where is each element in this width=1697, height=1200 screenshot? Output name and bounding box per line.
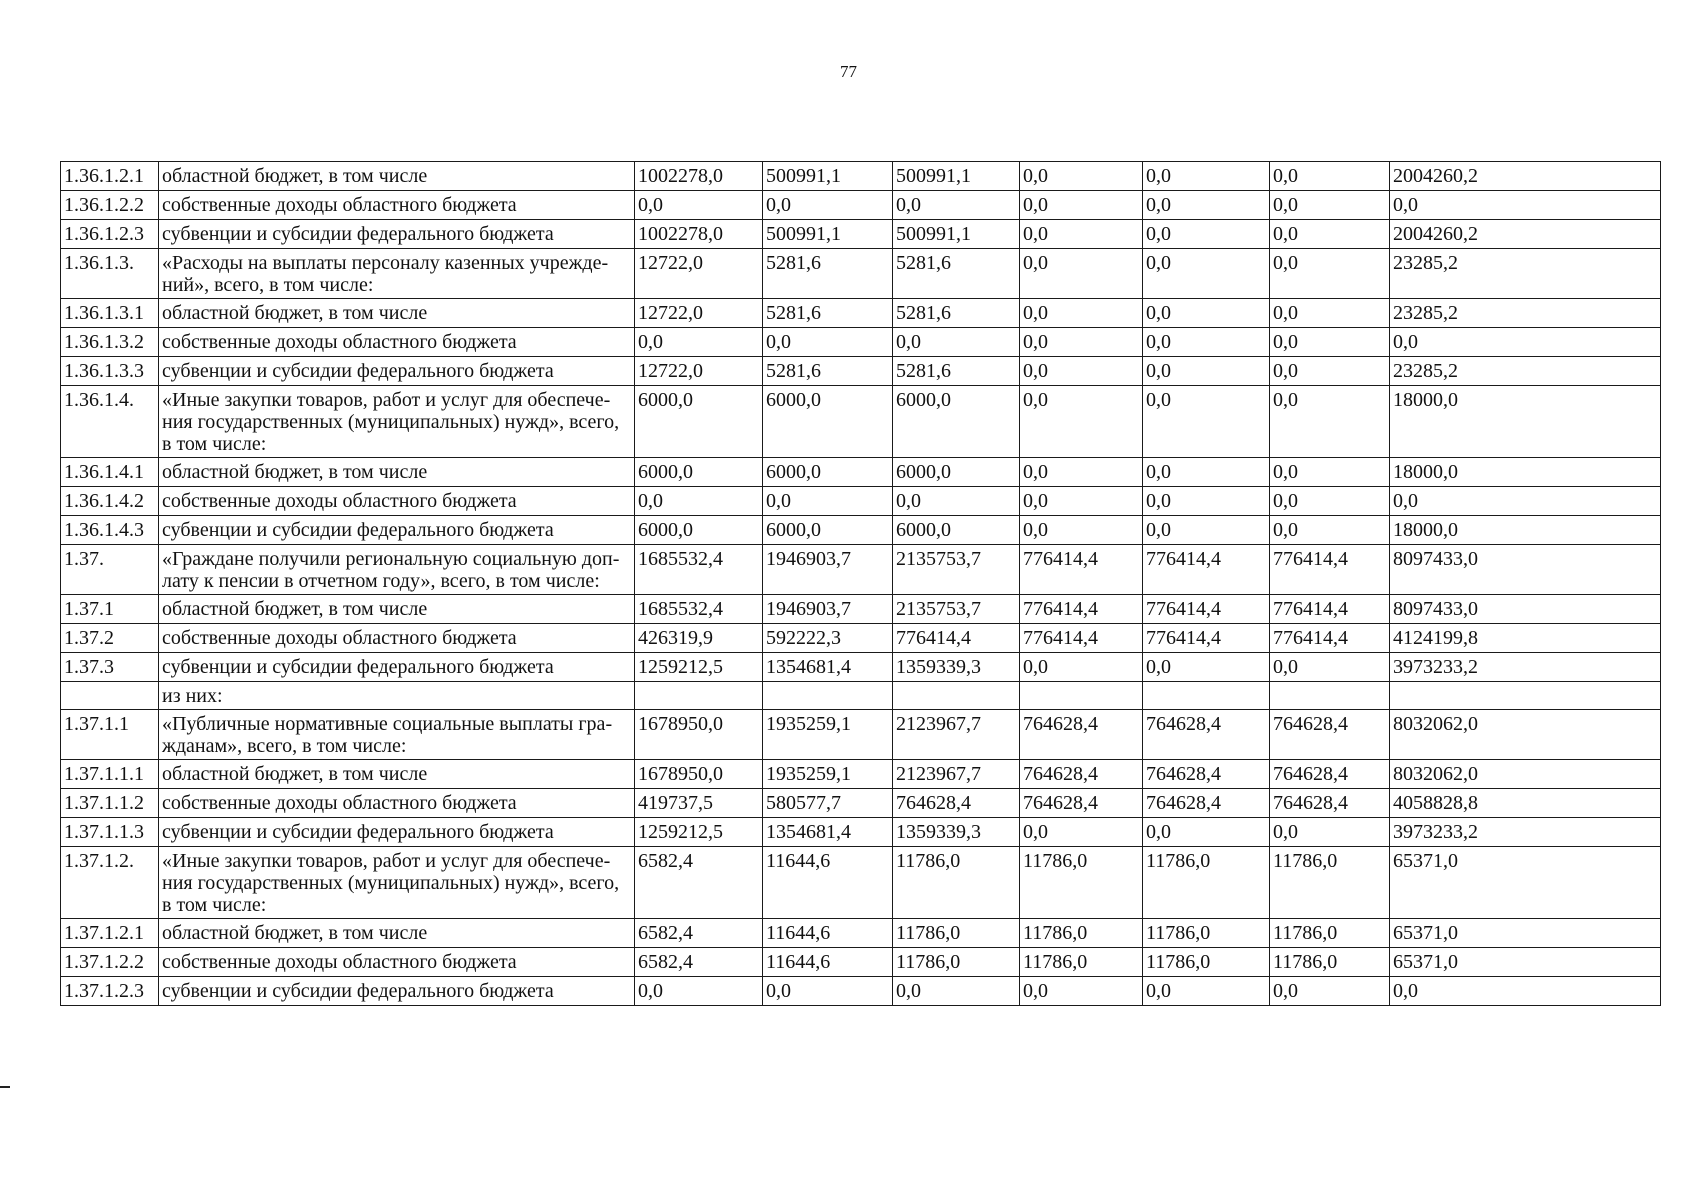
row-value: 764628,4: [893, 789, 1020, 818]
scan-margin-mark: [0, 1086, 10, 1088]
row-name: областной бюджет, в том числе: [159, 162, 635, 191]
row-code: 1.36.1.4.: [61, 386, 159, 458]
row-value: 1002278,0: [635, 162, 763, 191]
row-value: 23285,2: [1390, 299, 1661, 328]
row-code: 1.36.1.3.2: [61, 328, 159, 357]
row-value: 0,0: [1020, 191, 1143, 220]
row-value: 2004260,2: [1390, 162, 1661, 191]
row-value: 11644,6: [763, 948, 893, 977]
row-value: 0,0: [893, 328, 1020, 357]
row-value: 0,0: [1020, 487, 1143, 516]
row-value: 1678950,0: [635, 710, 763, 760]
row-code: 1.36.1.4.1: [61, 458, 159, 487]
row-value: 8097433,0: [1390, 545, 1661, 595]
row-value: 419737,5: [635, 789, 763, 818]
row-value: 6000,0: [763, 516, 893, 545]
row-value: 0,0: [1020, 386, 1143, 458]
row-value: 0,0: [635, 977, 763, 1006]
row-value: 3973233,2: [1390, 818, 1661, 847]
row-value: 1359339,3: [893, 653, 1020, 682]
row-value: [1270, 682, 1390, 710]
table-row: [61, 220, 1661, 249]
row-code: 1.36.1.3.1: [61, 299, 159, 328]
row-name: областной бюджет, в том числе: [159, 458, 635, 487]
row-value: 6582,4: [635, 919, 763, 948]
page-number: 77: [840, 62, 857, 81]
row-value: 0,0: [1020, 249, 1143, 299]
row-value: 500991,1: [893, 220, 1020, 249]
row-name: областной бюджет, в том числе: [159, 919, 635, 948]
row-value: 592222,3: [763, 624, 893, 653]
row-value: 500991,1: [893, 162, 1020, 191]
row-value: 2135753,7: [893, 545, 1020, 595]
row-name: субвенции и субсидии федерального бюджета: [159, 653, 635, 682]
row-value: 1259212,5: [635, 653, 763, 682]
row-value: 0,0: [763, 328, 893, 357]
row-value: 8032062,0: [1390, 760, 1661, 789]
row-code: 1.37.1.1: [61, 710, 159, 760]
row-value: 0,0: [763, 487, 893, 516]
row-code: 1.37.1.1.1: [61, 760, 159, 789]
row-value: 0,0: [1270, 818, 1390, 847]
row-value: 11786,0: [1020, 847, 1143, 919]
row-value: 18000,0: [1390, 516, 1661, 545]
row-name: «Граждане получили региональную социальную доп-лату к пенсии в отчетном году», всего, в том числе:: [159, 545, 635, 595]
row-value: 0,0: [1020, 977, 1143, 1006]
row-value: 23285,2: [1390, 357, 1661, 386]
budget-table: [60, 161, 1661, 1006]
row-code: 1.36.1.3.: [61, 249, 159, 299]
row-value: 8032062,0: [1390, 710, 1661, 760]
row-code: 1.37.1: [61, 595, 159, 624]
table-row: [61, 682, 1661, 710]
row-value: 0,0: [1390, 487, 1661, 516]
row-value: 0,0: [1270, 328, 1390, 357]
row-value: 0,0: [1390, 977, 1661, 1006]
row-value: 5281,6: [893, 249, 1020, 299]
row-name: областной бюджет, в том числе: [159, 595, 635, 624]
row-name: собственные доходы областного бюджета: [159, 328, 635, 357]
row-value: 776414,4: [1143, 624, 1270, 653]
row-code: 1.37.: [61, 545, 159, 595]
row-value: 0,0: [1270, 357, 1390, 386]
row-value: 764628,4: [1143, 710, 1270, 760]
row-value: 580577,7: [763, 789, 893, 818]
row-value: 0,0: [1020, 328, 1143, 357]
row-value: 5281,6: [763, 249, 893, 299]
row-value: 776414,4: [1270, 595, 1390, 624]
row-value: 6000,0: [893, 386, 1020, 458]
row-value: 776414,4: [1270, 624, 1390, 653]
row-value: 11786,0: [893, 847, 1020, 919]
row-name: субвенции и субсидии федерального бюджета: [159, 818, 635, 847]
row-value: 0,0: [1143, 653, 1270, 682]
row-value: 0,0: [1390, 191, 1661, 220]
row-value: 0,0: [1020, 653, 1143, 682]
row-value: 11644,6: [763, 919, 893, 948]
row-value: 1359339,3: [893, 818, 1020, 847]
row-value: 11786,0: [1143, 919, 1270, 948]
row-value: 0,0: [1143, 249, 1270, 299]
table-row: [61, 458, 1661, 487]
row-value: 6000,0: [893, 516, 1020, 545]
row-value: 0,0: [893, 487, 1020, 516]
row-name: субвенции и субсидии федерального бюджета: [159, 220, 635, 249]
row-value: 1259212,5: [635, 818, 763, 847]
row-value: 65371,0: [1390, 919, 1661, 948]
row-value: 0,0: [1143, 458, 1270, 487]
row-value: 0,0: [1020, 220, 1143, 249]
row-value: 1946903,7: [763, 595, 893, 624]
row-value: 0,0: [893, 977, 1020, 1006]
row-name: «Иные закупки товаров, работ и услуг для обеспече-ния государственных (муниципальных) нужд», всего, в том числе:: [159, 386, 635, 458]
row-value: 6000,0: [893, 458, 1020, 487]
row-value: 11786,0: [893, 919, 1020, 948]
row-value: 1685532,4: [635, 595, 763, 624]
row-value: 0,0: [1270, 386, 1390, 458]
row-value: 6000,0: [763, 458, 893, 487]
row-name: из них:: [159, 682, 635, 710]
table-row: [61, 386, 1661, 458]
row-value: 0,0: [1143, 299, 1270, 328]
row-value: 0,0: [893, 191, 1020, 220]
row-value: 500991,1: [763, 162, 893, 191]
table-row: [61, 653, 1661, 682]
row-value: 11786,0: [1020, 948, 1143, 977]
row-value: 11786,0: [1143, 948, 1270, 977]
row-value: [1143, 682, 1270, 710]
row-value: [763, 682, 893, 710]
row-value: 1935259,1: [763, 710, 893, 760]
row-value: 6582,4: [635, 847, 763, 919]
row-value: 2123967,7: [893, 710, 1020, 760]
row-value: 0,0: [635, 191, 763, 220]
row-value: 764628,4: [1270, 710, 1390, 760]
row-value: 764628,4: [1143, 760, 1270, 789]
row-code: 1.37.3: [61, 653, 159, 682]
row-value: 23285,2: [1390, 249, 1661, 299]
row-value: 764628,4: [1270, 760, 1390, 789]
row-value: 0,0: [1143, 818, 1270, 847]
row-name: субвенции и субсидии федерального бюджета: [159, 977, 635, 1006]
row-value: 0,0: [635, 328, 763, 357]
row-value: 0,0: [1020, 818, 1143, 847]
row-value: 6000,0: [763, 386, 893, 458]
budget-table-body: [61, 162, 1661, 1006]
row-name: собственные доходы областного бюджета: [159, 487, 635, 516]
row-value: 18000,0: [1390, 386, 1661, 458]
row-value: 0,0: [1270, 299, 1390, 328]
row-code: 1.37.1.2.1: [61, 919, 159, 948]
row-name: собственные доходы областного бюджета: [159, 624, 635, 653]
row-value: 2135753,7: [893, 595, 1020, 624]
row-name: областной бюджет, в том числе: [159, 760, 635, 789]
row-value: 764628,4: [1143, 789, 1270, 818]
row-value: 776414,4: [1143, 545, 1270, 595]
row-value: 764628,4: [1270, 789, 1390, 818]
row-value: 6000,0: [635, 386, 763, 458]
row-value: 11786,0: [1270, 948, 1390, 977]
row-value: 764628,4: [1020, 710, 1143, 760]
row-value: 776414,4: [1143, 595, 1270, 624]
row-name: собственные доходы областного бюджета: [159, 948, 635, 977]
table-row: [61, 977, 1661, 1006]
row-value: 18000,0: [1390, 458, 1661, 487]
row-value: 2123967,7: [893, 760, 1020, 789]
row-value: 0,0: [1270, 191, 1390, 220]
row-value: 0,0: [1270, 220, 1390, 249]
row-value: 0,0: [1020, 357, 1143, 386]
row-value: 0,0: [1270, 516, 1390, 545]
row-value: 0,0: [1020, 162, 1143, 191]
row-value: 0,0: [763, 977, 893, 1006]
row-value: 0,0: [1143, 386, 1270, 458]
row-value: 0,0: [1270, 487, 1390, 516]
row-value: 11786,0: [1270, 919, 1390, 948]
row-value: 6582,4: [635, 948, 763, 977]
table-row: [61, 847, 1661, 919]
row-code: 1.37.1.2.3: [61, 977, 159, 1006]
row-value: 6000,0: [635, 458, 763, 487]
row-value: 2004260,2: [1390, 220, 1661, 249]
row-value: 1354681,4: [763, 653, 893, 682]
row-value: 4058828,8: [1390, 789, 1661, 818]
row-value: 4124199,8: [1390, 624, 1661, 653]
row-code: 1.37.1.2.2: [61, 948, 159, 977]
row-value: 1678950,0: [635, 760, 763, 789]
table-row: [61, 948, 1661, 977]
row-value: 776414,4: [1020, 624, 1143, 653]
table-row: [61, 624, 1661, 653]
table-row: [61, 249, 1661, 299]
row-value: [1020, 682, 1143, 710]
row-value: 0,0: [1143, 328, 1270, 357]
row-value: [893, 682, 1020, 710]
table-row: [61, 919, 1661, 948]
row-value: 11786,0: [1020, 919, 1143, 948]
row-name: собственные доходы областного бюджета: [159, 191, 635, 220]
table-row: [61, 760, 1661, 789]
table-row: [61, 487, 1661, 516]
row-value: 11786,0: [1270, 847, 1390, 919]
row-value: 0,0: [763, 191, 893, 220]
row-value: 11786,0: [893, 948, 1020, 977]
row-value: 776414,4: [893, 624, 1020, 653]
row-value: 11786,0: [1143, 847, 1270, 919]
row-value: 776414,4: [1020, 545, 1143, 595]
row-value: 0,0: [1020, 516, 1143, 545]
table-row: [61, 328, 1661, 357]
table-row: [61, 710, 1661, 760]
row-value: 5281,6: [763, 357, 893, 386]
row-name: субвенции и субсидии федерального бюджета: [159, 516, 635, 545]
row-value: 0,0: [1143, 977, 1270, 1006]
row-value: 0,0: [1143, 220, 1270, 249]
row-value: 5281,6: [893, 357, 1020, 386]
row-code: 1.36.1.2.2: [61, 191, 159, 220]
row-value: 12722,0: [635, 249, 763, 299]
row-value: 3973233,2: [1390, 653, 1661, 682]
row-value: 65371,0: [1390, 847, 1661, 919]
row-value: 0,0: [1143, 357, 1270, 386]
table-row: [61, 299, 1661, 328]
row-name: собственные доходы областного бюджета: [159, 789, 635, 818]
row-value: 0,0: [1270, 977, 1390, 1006]
row-value: 0,0: [1270, 162, 1390, 191]
row-name: субвенции и субсидии федерального бюджета: [159, 357, 635, 386]
row-value: 1354681,4: [763, 818, 893, 847]
row-value: 11644,6: [763, 847, 893, 919]
table-row: [61, 818, 1661, 847]
row-value: 0,0: [1143, 487, 1270, 516]
row-value: 776414,4: [1020, 595, 1143, 624]
row-value: 12722,0: [635, 357, 763, 386]
row-value: 1946903,7: [763, 545, 893, 595]
row-value: 5281,6: [893, 299, 1020, 328]
row-value: 0,0: [1020, 458, 1143, 487]
row-value: 65371,0: [1390, 948, 1661, 977]
row-code: 1.37.2: [61, 624, 159, 653]
row-value: 764628,4: [1020, 760, 1143, 789]
row-value: 1002278,0: [635, 220, 763, 249]
table-row: [61, 191, 1661, 220]
row-value: 6000,0: [635, 516, 763, 545]
row-code: 1.36.1.4.2: [61, 487, 159, 516]
row-value: 0,0: [1143, 191, 1270, 220]
row-value: 500991,1: [763, 220, 893, 249]
table-row: [61, 545, 1661, 595]
row-value: 8097433,0: [1390, 595, 1661, 624]
row-value: 5281,6: [763, 299, 893, 328]
row-value: 1935259,1: [763, 760, 893, 789]
row-code: 1.37.1.2.: [61, 847, 159, 919]
row-code: 1.37.1.1.2: [61, 789, 159, 818]
table-row: [61, 162, 1661, 191]
table-row: [61, 789, 1661, 818]
table-row: [61, 357, 1661, 386]
row-value: 426319,9: [635, 624, 763, 653]
row-value: [1390, 682, 1661, 710]
row-value: 0,0: [1270, 249, 1390, 299]
row-value: 0,0: [1270, 458, 1390, 487]
row-value: [635, 682, 763, 710]
table-row: [61, 595, 1661, 624]
row-value: 0,0: [1270, 653, 1390, 682]
row-name: «Расходы на выплаты персоналу казенных учрежде-ний», всего, в том числе:: [159, 249, 635, 299]
row-value: 764628,4: [1020, 789, 1143, 818]
row-value: 776414,4: [1270, 545, 1390, 595]
row-code: [61, 682, 159, 710]
row-code: 1.37.1.1.3: [61, 818, 159, 847]
row-value: 0,0: [1390, 328, 1661, 357]
row-code: 1.36.1.2.1: [61, 162, 159, 191]
row-value: 0,0: [635, 487, 763, 516]
row-value: 1685532,4: [635, 545, 763, 595]
table-row: [61, 516, 1661, 545]
row-value: 0,0: [1143, 162, 1270, 191]
row-code: 1.36.1.2.3: [61, 220, 159, 249]
row-value: 0,0: [1143, 516, 1270, 545]
row-name: областной бюджет, в том числе: [159, 299, 635, 328]
row-value: 12722,0: [635, 299, 763, 328]
row-code: 1.36.1.4.3: [61, 516, 159, 545]
row-name: «Иные закупки товаров, работ и услуг для обеспече-ния государственных (муниципальных) нужд», всего, в том числе:: [159, 847, 635, 919]
row-value: 0,0: [1020, 299, 1143, 328]
row-code: 1.36.1.3.3: [61, 357, 159, 386]
row-name: «Публичные нормативные социальные выплаты гра-жданам», всего, в том числе:: [159, 710, 635, 760]
